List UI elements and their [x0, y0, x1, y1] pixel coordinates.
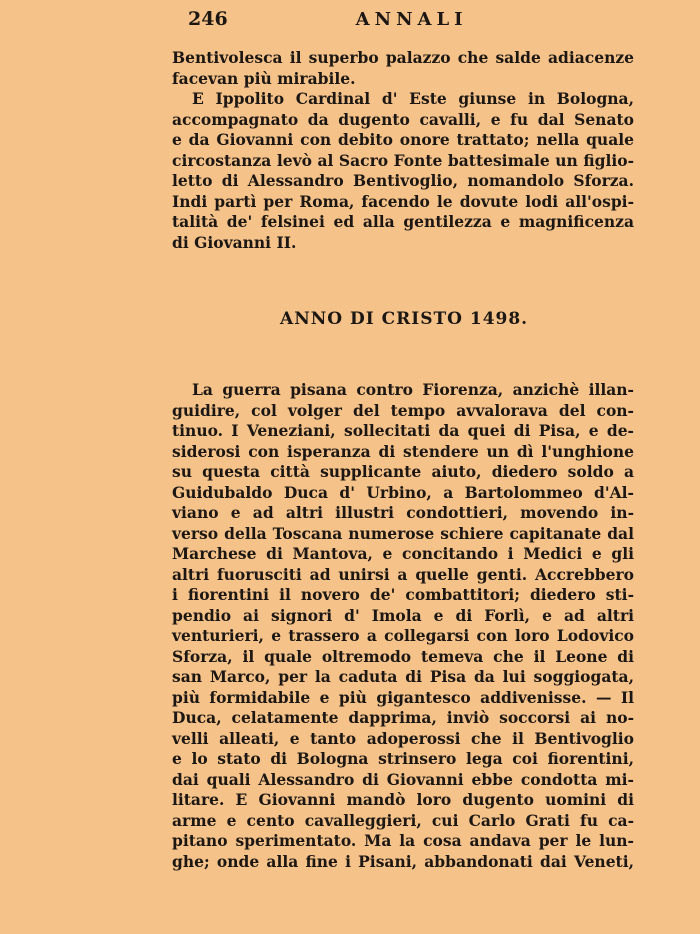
text-line: su questa città supplicante aiuto, diedero soldo a: [172, 462, 634, 481]
text-line: pendio ai signori d' Imola e di Forlì, e ad altri: [172, 605, 634, 625]
text-line: La guerra pisana contro Fiorenza, anzichè illan-: [192, 380, 634, 399]
text-line: san Marco, per la caduta di Pisa da lui soggiogata,: [172, 667, 634, 686]
text-line: dai quali Alessandro di Giovanni ebbe condotta mi-: [172, 769, 634, 789]
text-line: Bentivolesca il superbo palazzo che salde adiacenze: [172, 48, 634, 67]
text-line: velli alleati, e tanto adoperossi che il Bentivoglio: [172, 728, 634, 748]
running-head: [188, 8, 488, 34]
text-line: letto di Alessandro Bentivoglio, nomandolo Sforza.: [172, 171, 634, 190]
text-line: talità de' felsinei ed alla gentilezza e magnificenza: [172, 212, 634, 231]
text-line: e da Giovanni con debito onore trattato; nella quale: [172, 130, 634, 149]
text-line: E Ippolito Cardinal d' Este giunse in Bologna,: [192, 89, 634, 108]
text-line: Marchese di Mantova, e concitando i Medici e gli: [172, 544, 634, 563]
text-block-top: [172, 48, 634, 253]
text-line: e lo stato di Bologna strinsero lega coi fiorentini,: [172, 749, 634, 768]
text-line: verso della Toscana numerose schiere capitanate dal: [172, 523, 634, 543]
text-line: di Giovanni II.: [172, 232, 297, 252]
text-line: Duca, celatamente dapprima, inviò soccorsi ai no-: [172, 708, 634, 727]
text-line: pitano sperimentato. Ma la cosa andava per le lun-: [172, 831, 634, 850]
text-line: accompagnato da dugento cavalli, e fu dal Senato: [172, 109, 634, 129]
text-line: guidire, col volger del tempo avvalorava del con-: [172, 400, 634, 420]
text-line: litare. E Giovanni mandò loro dugento uomini di: [172, 790, 634, 809]
running-title: ANNALI: [355, 9, 468, 30]
text-line: arme e cento cavalleggieri, cui Carlo Grati fu ca-: [172, 810, 634, 830]
text-line: viano e ad altri illustri condottieri, movendo in-: [172, 503, 634, 522]
text-line: siderosi con isperanza di stendere un dì l'unghione: [172, 441, 634, 461]
text-line: venturieri, e trassero a collegarsi con loro Lodovico: [172, 626, 634, 645]
text-line: Indi partì per Roma, facendo le dovute lodi all'ospi-: [172, 191, 634, 211]
text-line: circostanza levò al Sacro Fonte battesimale un figlio-: [172, 150, 634, 170]
text-line: più formidabile e più gigantesco addivenisse. — Il: [172, 687, 634, 707]
text-line: altri fuorusciti ad unirsi a quelle genti. Accrebbero: [172, 564, 634, 584]
text-line: tinuo. I Veneziani, sollecitati da quei di Pisa, e de-: [172, 421, 634, 440]
text-line: Sforza, il quale oltremodo temeva che il Leone di: [172, 646, 634, 666]
page-number: 246: [188, 8, 228, 30]
section-heading: ANNO DI CRISTO 1498.: [280, 309, 529, 329]
text-block-bottom: [172, 380, 634, 872]
text-line: facevan più mirabile.: [172, 68, 356, 88]
text-line: ghe; onde alla fine i Pisani, abbandonati dai Veneti,: [172, 851, 634, 871]
text-line: Guidubaldo Duca d' Urbino, a Bartolommeo d'Al-: [172, 482, 634, 502]
text-line: i fiorentini il novero de' combattitori; diedero sti-: [172, 585, 634, 604]
